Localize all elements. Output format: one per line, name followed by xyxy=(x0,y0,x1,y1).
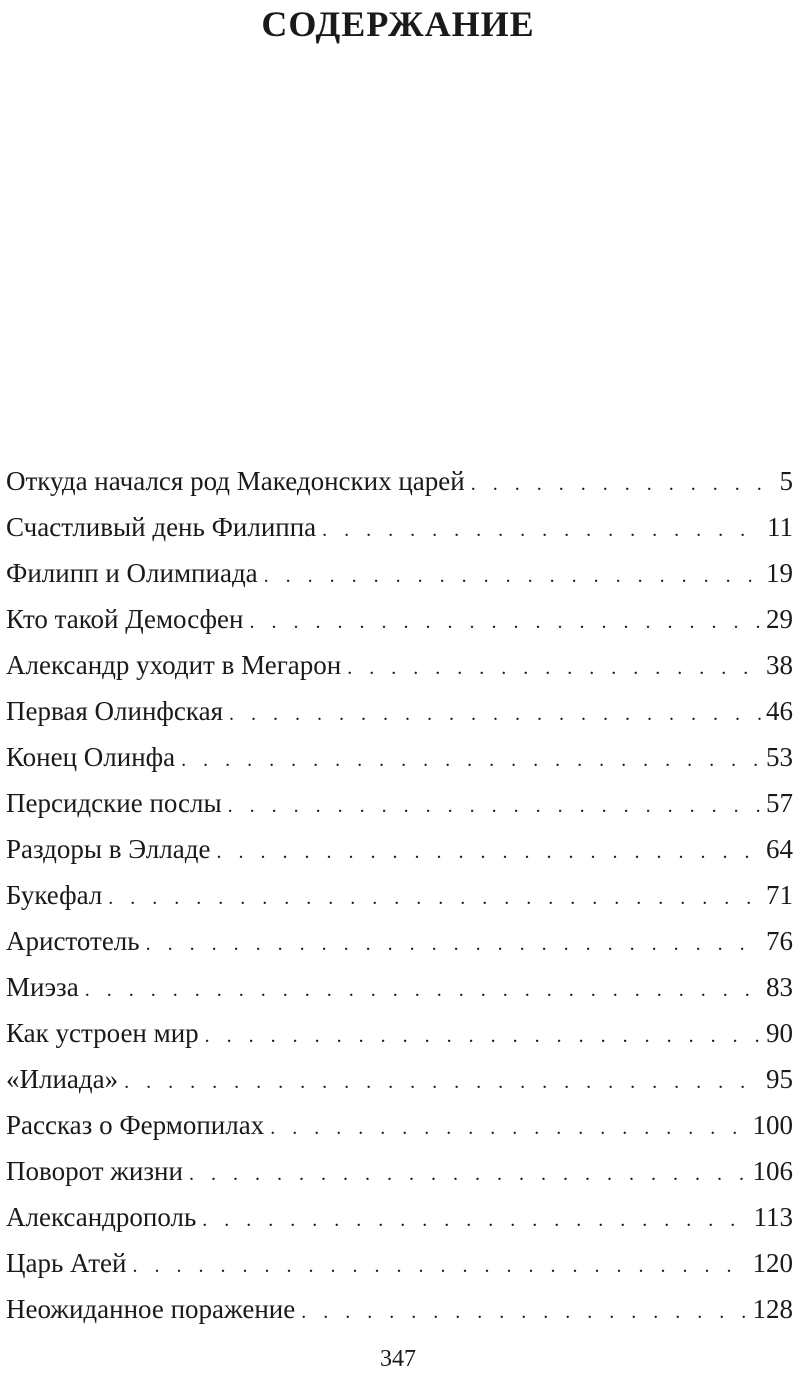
toc-entry-page: 71 xyxy=(766,880,793,910)
toc-entry xyxy=(6,1102,793,1148)
page-title: СОДЕРЖАНИЕ xyxy=(261,4,535,44)
toc-entry xyxy=(6,688,793,734)
toc-entry-page: 19 xyxy=(766,558,793,588)
dot-leader xyxy=(347,645,762,691)
toc-entry xyxy=(6,1010,793,1056)
toc-entry xyxy=(6,1148,793,1194)
toc-entry xyxy=(6,1056,793,1102)
toc-entry-page: 95 xyxy=(766,1064,793,1094)
toc-entry-page: 64 xyxy=(766,834,793,864)
dot-leader xyxy=(270,1105,748,1151)
toc-entry-page: 5 xyxy=(779,466,793,496)
toc-entry xyxy=(6,780,793,826)
toc-entry-title: Как устроен мир xyxy=(6,1018,199,1048)
dot-leader xyxy=(301,1289,748,1335)
toc-entry-page: 11 xyxy=(767,512,793,542)
dot-leader xyxy=(229,691,762,737)
dot-leader xyxy=(189,1151,749,1197)
toc-entry-title: Букефал xyxy=(6,880,103,910)
toc-entry-title: Рассказ о Фермопилах xyxy=(6,1110,265,1140)
toc-entry-title: Персидские послы xyxy=(6,788,222,818)
toc-entry-page: 76 xyxy=(766,926,793,956)
toc-entry-page: 53 xyxy=(766,742,793,772)
toc-entry-title: Счастливый день Филиппа xyxy=(6,512,317,542)
toc-entry xyxy=(6,1286,793,1332)
dot-leader xyxy=(181,737,762,783)
toc-entry-page: 113 xyxy=(753,1202,793,1232)
toc-entry-page: 90 xyxy=(766,1018,793,1048)
toc-entry xyxy=(6,918,793,964)
toc-entry-page: 57 xyxy=(766,788,793,818)
toc-entry-title: Царь Атей xyxy=(6,1248,127,1278)
toc-entry-page: 100 xyxy=(752,1110,793,1140)
toc-entry-page: 46 xyxy=(766,696,793,726)
toc-entry xyxy=(6,642,793,688)
toc-entry xyxy=(6,1240,793,1286)
dot-leader xyxy=(322,507,763,553)
dot-leader xyxy=(202,1197,749,1243)
toc-entry-title: Поворот жизни xyxy=(6,1156,183,1186)
toc-entry-title: Александр уходит в Мегарон xyxy=(6,650,342,680)
dot-leader xyxy=(249,599,762,645)
toc-entry xyxy=(6,1194,793,1240)
dot-leader xyxy=(216,829,762,875)
toc-entry-title: «Илиада» xyxy=(6,1064,119,1094)
toc-entry xyxy=(6,458,793,504)
page-number: 347 xyxy=(380,1346,416,1372)
dot-leader xyxy=(228,783,762,829)
toc-entry xyxy=(6,504,793,550)
dot-leader xyxy=(85,967,762,1013)
dot-leader xyxy=(132,1243,748,1289)
toc-entry-title: Откуда начался род Македонских царей xyxy=(6,466,465,496)
toc-entry xyxy=(6,596,793,642)
toc-entry xyxy=(6,734,793,780)
dot-leader xyxy=(124,1059,762,1105)
toc-entry-page: 106 xyxy=(752,1156,793,1186)
dot-leader xyxy=(264,553,762,599)
table-of-contents xyxy=(6,458,793,1332)
toc-entry xyxy=(6,550,793,596)
toc-entry-title: Кто такой Демосфен xyxy=(6,604,244,634)
dot-leader xyxy=(146,921,762,967)
dot-leader xyxy=(108,875,762,921)
toc-entry-title: Неожиданное поражение xyxy=(6,1294,296,1324)
toc-entry-title: Филипп и Олимпиада xyxy=(6,558,258,588)
toc-entry-title: Александрополь xyxy=(6,1202,197,1232)
toc-entry-page: 83 xyxy=(766,972,793,1002)
toc-entry-page: 29 xyxy=(766,604,793,634)
toc-entry-page: 128 xyxy=(752,1294,793,1324)
toc-entry-page: 38 xyxy=(766,650,793,680)
toc-entry-page: 120 xyxy=(752,1248,793,1278)
toc-entry-title: Раздоры в Элладе xyxy=(6,834,211,864)
toc-entry xyxy=(6,872,793,918)
toc-entry-title: Аристотель xyxy=(6,926,140,956)
toc-entry-title: Миэза xyxy=(6,972,79,1002)
toc-entry-title: Первая Олинфская xyxy=(6,696,223,726)
toc-entry xyxy=(6,964,793,1010)
toc-entry xyxy=(6,826,793,872)
dot-leader xyxy=(471,461,767,507)
toc-entry-title: Конец Олинфа xyxy=(6,742,176,772)
dot-leader xyxy=(205,1013,762,1059)
